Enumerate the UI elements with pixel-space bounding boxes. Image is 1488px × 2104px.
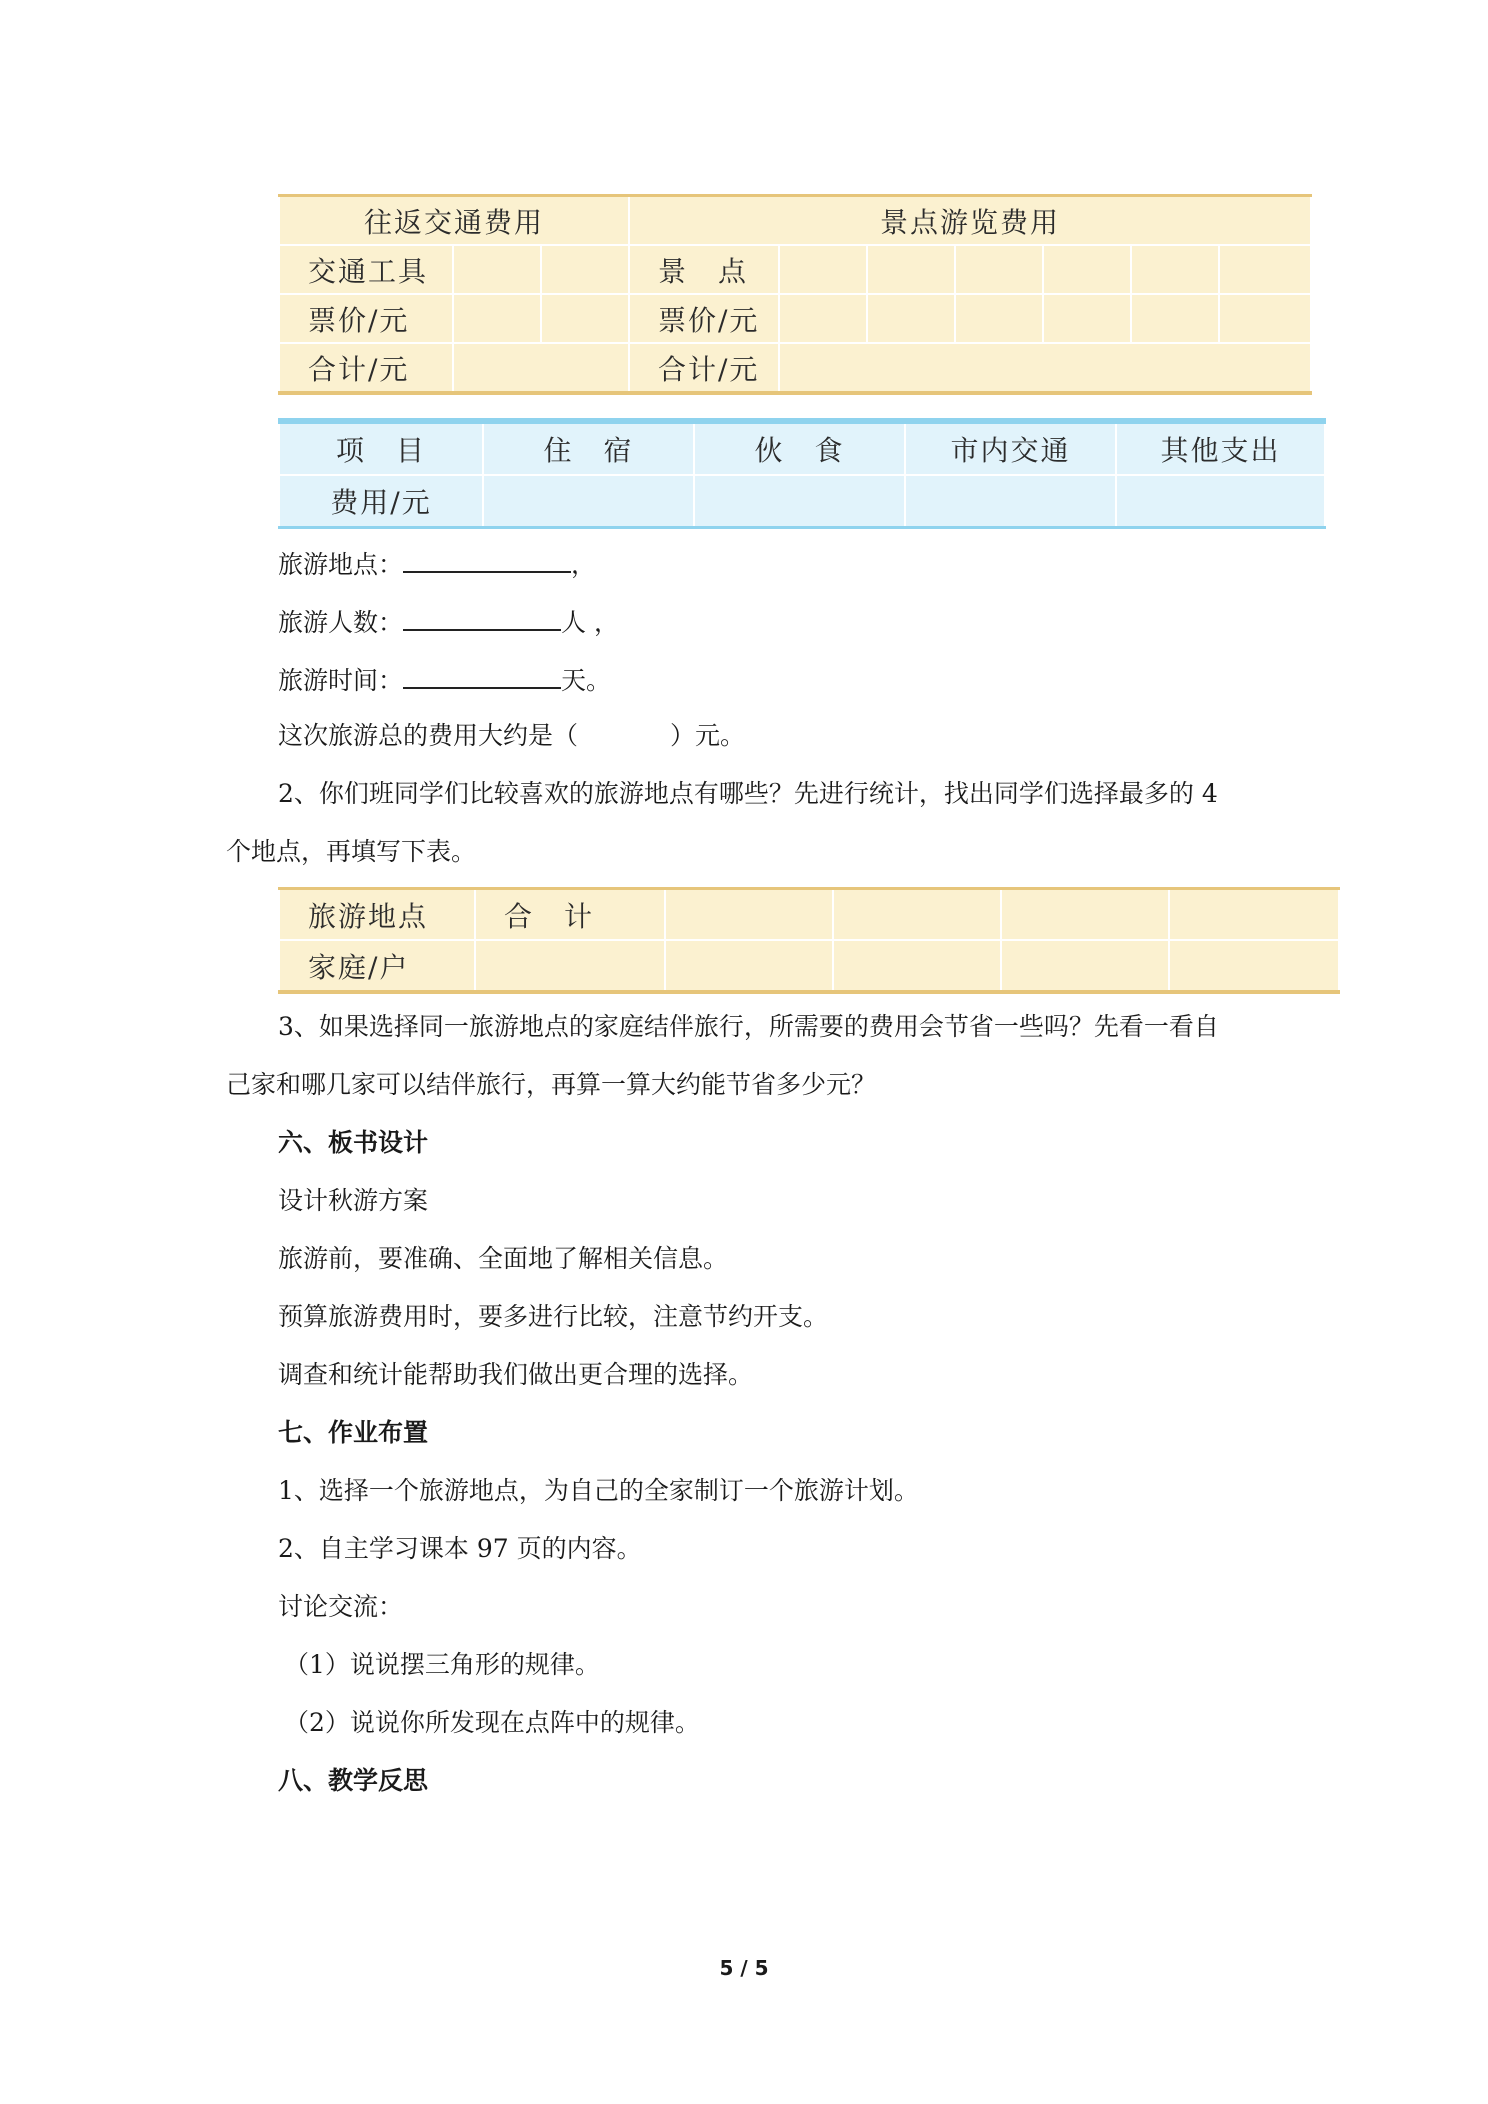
total-cost-line: 这次旅游总的费用大约是（ ）元。 [278,721,746,750]
row-label-tool: 交通工具 [279,245,453,294]
q3-line-2: 己家和哪几家可以结伴旅行，再算一算大约能节省多少元？ [226,1070,877,1099]
table-cell[interactable] [779,343,1311,393]
table-cell[interactable] [955,245,1043,294]
days-line: 旅游时间： 天。 [278,661,611,698]
section-6-line: 旅游前，要准确、全面地了解相关信息。 [278,1244,729,1273]
table-cell[interactable] [1001,940,1169,992]
table-cell[interactable] [779,294,867,343]
table-cell[interactable] [541,245,629,294]
section-7-line: 讨论交流： [278,1592,404,1621]
table-cell[interactable] [665,940,833,992]
table-cell[interactable] [833,940,1001,992]
header-city-transport: 市内交通 [905,421,1116,475]
table-cell[interactable] [955,294,1043,343]
transport-header: 往返交通费用 [279,196,629,246]
table-cell[interactable] [779,245,867,294]
row-label-total: 合计/元 [629,343,779,393]
section-6-line: 设计秋游方案 [278,1186,429,1215]
table-cell[interactable] [1001,889,1169,941]
table-cell[interactable] [541,294,629,343]
section-6-line: 预算旅游费用时，要多进行比较，注意节约开支。 [278,1302,829,1331]
section-6-heading: 六、板书设计 [278,1128,429,1157]
page-number: 5 / 5 [719,1956,769,1980]
table-cell[interactable] [867,294,955,343]
q3-line-1: 3、如果选择同一旅游地点的家庭结伴旅行，所需要的费用会节省一些吗？先看一看自 [278,1012,1219,1041]
days-blank[interactable] [403,661,561,689]
row-label-price: 票价/元 [279,294,453,343]
table-cell[interactable] [1219,245,1311,294]
table-cell[interactable] [833,889,1001,941]
section-7-line: 1、选择一个旅游地点，为自己的全家制订一个旅游计划。 [278,1476,919,1505]
header-lodging: 住 宿 [483,421,694,475]
table-cell[interactable] [1131,294,1219,343]
travel-cost-table [278,194,1312,395]
scenic-header: 景点游览费用 [629,196,1311,246]
place-blank[interactable] [403,545,571,573]
header-other: 其他支出 [1116,421,1325,475]
table-cell[interactable] [453,245,541,294]
table-cell[interactable] [1043,294,1131,343]
row-label-cost: 费用/元 [279,475,483,528]
section-7-line: （1）说说摆三角形的规律。 [284,1650,600,1679]
people-blank[interactable] [403,603,561,631]
table-cell[interactable] [483,475,694,528]
table-cell[interactable] [1169,940,1339,992]
header-total: 合 计 [475,889,665,941]
table-cell[interactable] [453,294,541,343]
table-cell[interactable] [1043,245,1131,294]
place-line: 旅游地点： ， [278,545,596,582]
section-7-line: 2、自主学习课本 97 页的内容。 [278,1534,642,1563]
destination-stat-table [278,887,1340,994]
table-cell[interactable] [867,245,955,294]
table-cell[interactable] [1219,294,1311,343]
q2-line-1: 2、你们班同学们比较喜欢的旅游地点有哪些？先进行统计，找出同学们选择最多的 4 [278,779,1218,808]
header-item: 项 目 [279,421,483,475]
table-cell[interactable] [1169,889,1339,941]
section-6-line: 调查和统计能帮助我们做出更合理的选择。 [278,1360,754,1389]
table-cell[interactable] [665,889,833,941]
row-label-spot: 景 点 [629,245,779,294]
header-food: 伙 食 [694,421,905,475]
row-label-households: 家庭/户 [279,940,475,992]
section-7-line: （2）说说你所发现在点阵中的规律。 [284,1708,700,1737]
people-line: 旅游人数： 人 ， [278,603,619,640]
row-label-price: 票价/元 [629,294,779,343]
row-label-destination: 旅游地点 [279,889,475,941]
table-cell[interactable] [475,940,665,992]
section-7-heading: 七、作业布置 [278,1418,429,1447]
section-8-heading: 八、教学反思 [278,1766,429,1795]
table-cell[interactable] [905,475,1116,528]
table-cell[interactable] [1131,245,1219,294]
row-label-total: 合计/元 [279,343,453,393]
table-cell[interactable] [453,343,629,393]
expense-table [278,418,1326,529]
table-cell[interactable] [1116,475,1325,528]
table-cell[interactable] [694,475,905,528]
q2-line-2: 个地点，再填写下表。 [226,837,477,866]
